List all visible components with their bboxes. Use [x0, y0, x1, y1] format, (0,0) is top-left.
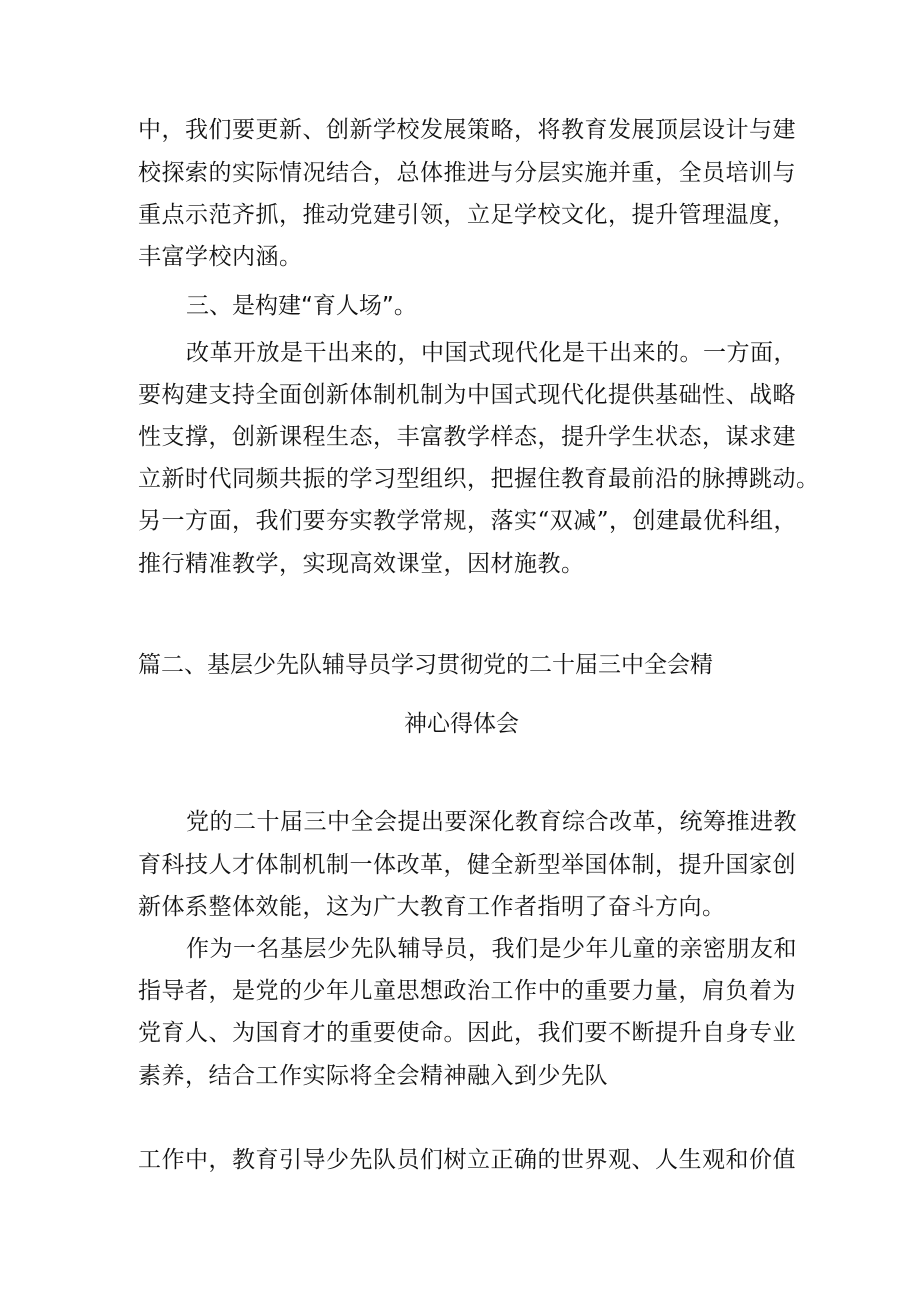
body-line: 重点示范齐抓，推动党建引领，立足学校文化，提升管理温度，	[138, 202, 796, 228]
body-line: 性支撑，创新课程生态，丰富教学样态，提升学生状态，谋求建	[138, 424, 796, 450]
body-line: 素养，结合工作实际将全会精神融入到少先队	[138, 1063, 608, 1089]
body-line: 新体系整体效能，这为广大教育工作者指明了奋斗方向。	[138, 894, 726, 920]
body-line: 作为一名基层少先队辅导员，我们是少年儿童的亲密朋友和	[186, 936, 797, 962]
body-line: 党的二十届三中全会提出要深化教育综合改革，统筹推进教	[186, 809, 797, 835]
body-line: 改革开放是干出来的，中国式现代化是干出来的。一方面，	[186, 340, 797, 366]
body-line: 育科技人才体制机制一体改革，健全新型举国体制，提升国家创	[138, 852, 796, 878]
body-line: 丰富学校内涵。	[138, 244, 303, 270]
body-line: 要构建支持全面创新体制机制为中国式现代化提供基础性、战略	[138, 382, 796, 408]
body-line: 党育人、为国育才的重要使命。因此，我们要不断提升自身专业	[138, 1020, 796, 1046]
article-title: 神心得体会	[404, 711, 519, 737]
body-line: 指导者，是党的少年儿童思想政治工作中的重要力量，肩负着为	[138, 978, 796, 1004]
body-line: 另一方面，我们要夯实教学常规，落实“双减”，创建最优科组，	[138, 508, 798, 534]
body-line: 中，我们要更新、创新学校发展策略，将教育发展顶层设计与建	[138, 117, 796, 143]
section-heading: 三、是构建“育人场”。	[186, 293, 417, 319]
body-line: 校探索的实际情况结合，总体推进与分层实施并重，全员培训与	[138, 160, 796, 186]
body-line: 立新时代同频共振的学习型组织，把握住教育最前沿的脉搏跳动。	[138, 466, 820, 492]
body-line: 工作中，教育引导少先队员们树立正确的世界观、人生观和价值	[138, 1147, 796, 1173]
article-title: 篇二、基层少先队辅导员学习贯彻党的二十届三中全会精	[138, 652, 713, 678]
body-line: 推行精准教学，实现高效课堂，因材施教。	[138, 551, 585, 577]
